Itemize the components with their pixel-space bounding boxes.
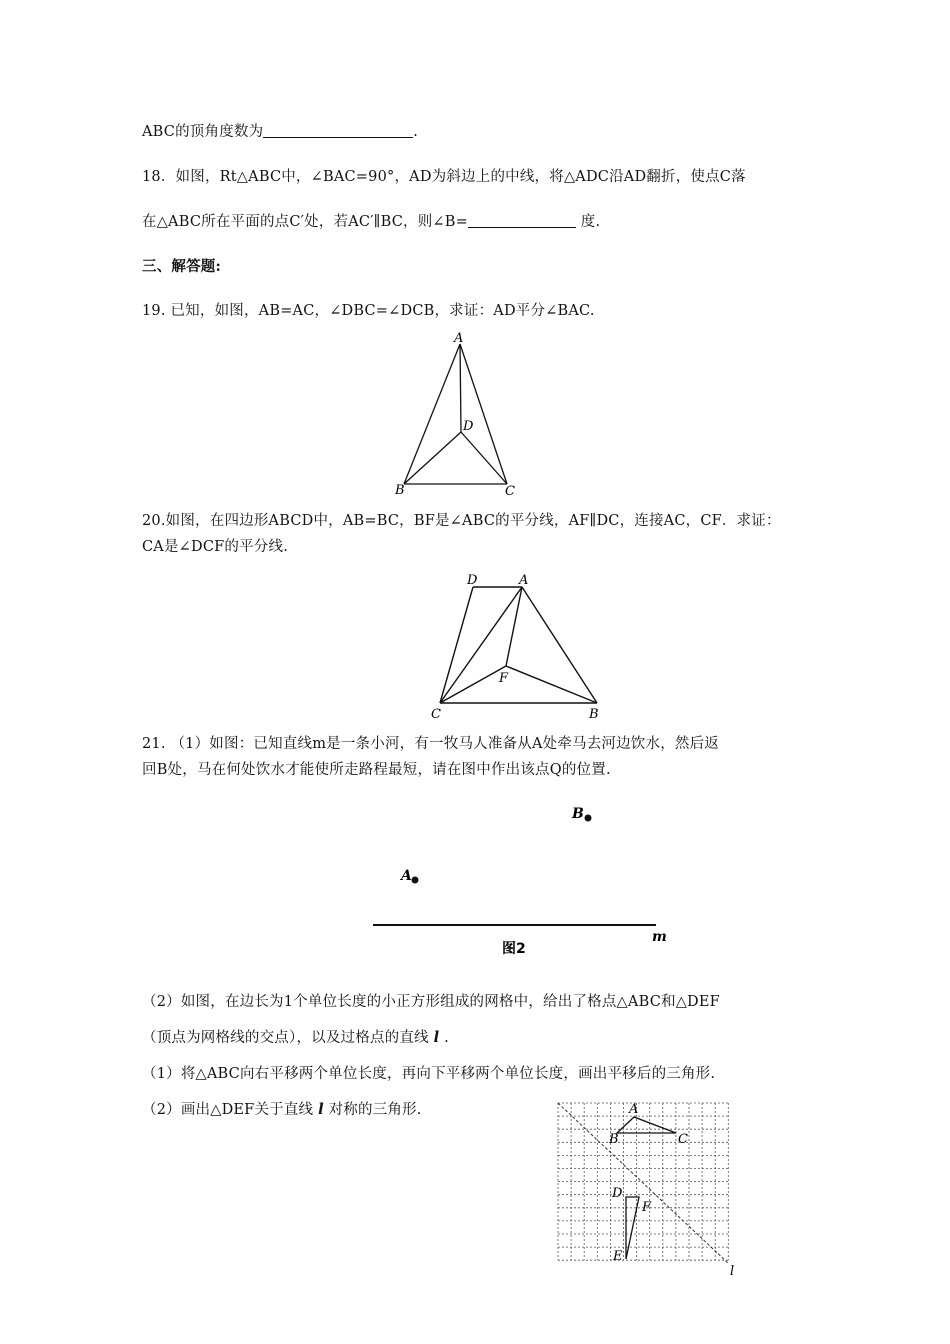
grid-label-d: D xyxy=(612,1186,623,1201)
q20-line2: CA是∠DCF的平分线. xyxy=(142,539,289,555)
q19-label-b: B xyxy=(395,483,405,498)
grid-label-b: B xyxy=(609,1132,619,1147)
q17-answer-blank[interactable] xyxy=(263,122,413,138)
q19-label-c: C xyxy=(505,484,515,499)
q19-segment-ab xyxy=(404,344,460,484)
grid-label-a: A xyxy=(629,1102,639,1117)
q20-segment-dc xyxy=(440,587,473,703)
q18-line2 xyxy=(142,210,600,231)
figure-2-caption: 图2 xyxy=(502,941,526,957)
q19-segment-cd xyxy=(461,432,507,484)
q20-segment-ab xyxy=(522,587,597,703)
line-m-label: m xyxy=(652,929,667,945)
q18-line1: 18．如图，Rt△ABC中，∠BAC=90°，AD为斜边上的中线，将△ADC沿AD翻折，使点C落 xyxy=(142,169,746,185)
q21-task2-post: 对称的三角形. xyxy=(328,1102,422,1118)
q18-line2-post: 度. xyxy=(580,214,601,230)
q19-segment-ac xyxy=(460,344,507,484)
point-b-label: B xyxy=(572,806,584,822)
q17-end: . xyxy=(413,124,419,140)
q21-part2-line2-post: . xyxy=(444,1030,449,1046)
line-l-symbol-2: l xyxy=(318,1101,324,1118)
grid-label-l: l xyxy=(730,1264,735,1279)
grid-label-c: C xyxy=(678,1132,688,1147)
section-3-title: 三、解答题: xyxy=(142,258,222,275)
q21-task2-pre: （2）画出△DEF关于直线 xyxy=(142,1102,314,1118)
q19-figure xyxy=(380,328,540,503)
q21-task1: （1）将△ABC向右平移两个单位长度，再向下平移两个单位长度，画出平移后的三角形. xyxy=(142,1066,716,1082)
q21-grid-figure xyxy=(550,1095,745,1280)
q20-segment-cf xyxy=(440,666,506,703)
q20-figure xyxy=(425,568,615,723)
grid-label-f: F xyxy=(642,1200,652,1215)
triangle-def xyxy=(626,1197,639,1259)
q20-segment-bf xyxy=(506,666,597,703)
q18-line2-pre: 在△ABC所在平面的点C′处，若AC′∥BC，则∠B= xyxy=(142,214,468,230)
q21-part2-line2 xyxy=(142,1026,449,1047)
q21-line1: 21. （1）如图：已知直线m是一条小河，有一牧马人准备从A处牵马去河边饮水，然后返 xyxy=(142,736,720,752)
q20-label-f: F xyxy=(499,671,509,686)
q21-river-figure xyxy=(370,800,680,960)
q19-label-a: A xyxy=(454,331,464,346)
point-a-dot xyxy=(412,877,419,884)
point-b-dot xyxy=(585,815,592,822)
point-a-label: A xyxy=(401,868,412,884)
q19-text: 19. 已知，如图，AB=AC，∠DBC=∠DCB，求证：AD平分∠BAC. xyxy=(142,303,595,319)
q20-line1: 20.如图，在四边形ABCD中，AB=BC，BF是∠ABC的平分线，AF∥DC，连接AC，CF．求证： xyxy=(142,513,781,529)
q19-segment-bd xyxy=(404,432,461,484)
q21-part2-line2-pre: （顶点为网格线的交点），以及过格点的直线 xyxy=(142,1030,429,1046)
q17-line xyxy=(142,120,418,141)
q19-label-d: D xyxy=(463,419,474,434)
q17-text: ABC的顶角度数为 xyxy=(142,124,264,140)
q20-label-a: A xyxy=(519,573,529,588)
q21-part2-line1: （2）如图，在边长为1个单位长度的小正方形组成的网格中，给出了格点△ABC和△DEF xyxy=(142,994,720,1010)
q21-line2: 回B处，马在何处饮水才能使所走路程最短，请在图中作出该点Q的位置. xyxy=(142,762,611,778)
q20-label-d: D xyxy=(467,573,478,588)
grid-label-e: E xyxy=(613,1249,623,1264)
grid-lines xyxy=(558,1103,728,1260)
q19-segment-ad xyxy=(460,344,461,432)
q21-task2 xyxy=(142,1098,422,1119)
q20-label-c: C xyxy=(431,707,441,722)
triangle-abc xyxy=(617,1117,676,1133)
q20-label-b: B xyxy=(589,707,599,722)
line-l-symbol: l xyxy=(433,1029,440,1046)
q18-answer-blank[interactable] xyxy=(468,212,576,228)
